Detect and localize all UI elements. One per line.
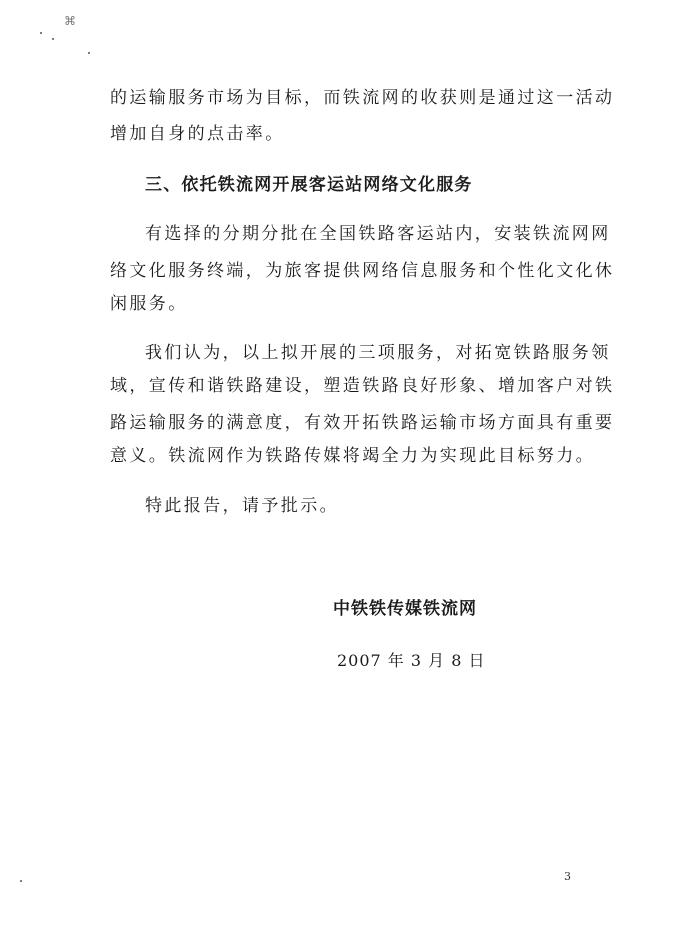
body-text-line: 增加自身的点击率。 bbox=[110, 124, 285, 144]
scan-speck bbox=[88, 52, 90, 54]
body-text-line: 络文化服务终端，为旅客提供网络信息服务和个性化文化休 bbox=[110, 261, 615, 281]
scan-speck bbox=[40, 32, 42, 34]
document-date: 2007 年 3 月 8 日 bbox=[337, 651, 486, 670]
body-text-line: 路运输服务的满意度，有效开拓铁路运输市场方面具有重要 bbox=[110, 413, 615, 433]
body-text-line: 我们认为，以上拟开展的三项服务，对拓宽铁路服务领 bbox=[145, 343, 611, 363]
closing-line: 特此报告，请予批示。 bbox=[145, 496, 339, 516]
body-text-line: 闲服务。 bbox=[110, 294, 188, 314]
body-text-line: 域，宣传和谐铁路建设，塑造铁路良好形象、增加客户对铁 bbox=[110, 376, 615, 396]
section-heading: 三、依托铁流网开展客运站网络文化服务 bbox=[145, 175, 473, 195]
page-number: 3 bbox=[564, 870, 571, 883]
signature-organization: 中铁铁传媒铁流网 bbox=[333, 599, 477, 619]
body-text-line: 意义。铁流网作为铁路传媒将竭全力为实现此目标努力。 bbox=[110, 446, 595, 466]
body-text-line: 有选择的分期分批在全国铁路客运站内，安装铁流网网 bbox=[145, 224, 611, 244]
body-text-line: 的运输服务市场为目标，而铁流网的收获则是通过这一活动 bbox=[110, 88, 615, 108]
scan-mark: ⌘ bbox=[64, 14, 76, 28]
scan-speck bbox=[20, 880, 22, 882]
scan-speck bbox=[52, 38, 54, 40]
